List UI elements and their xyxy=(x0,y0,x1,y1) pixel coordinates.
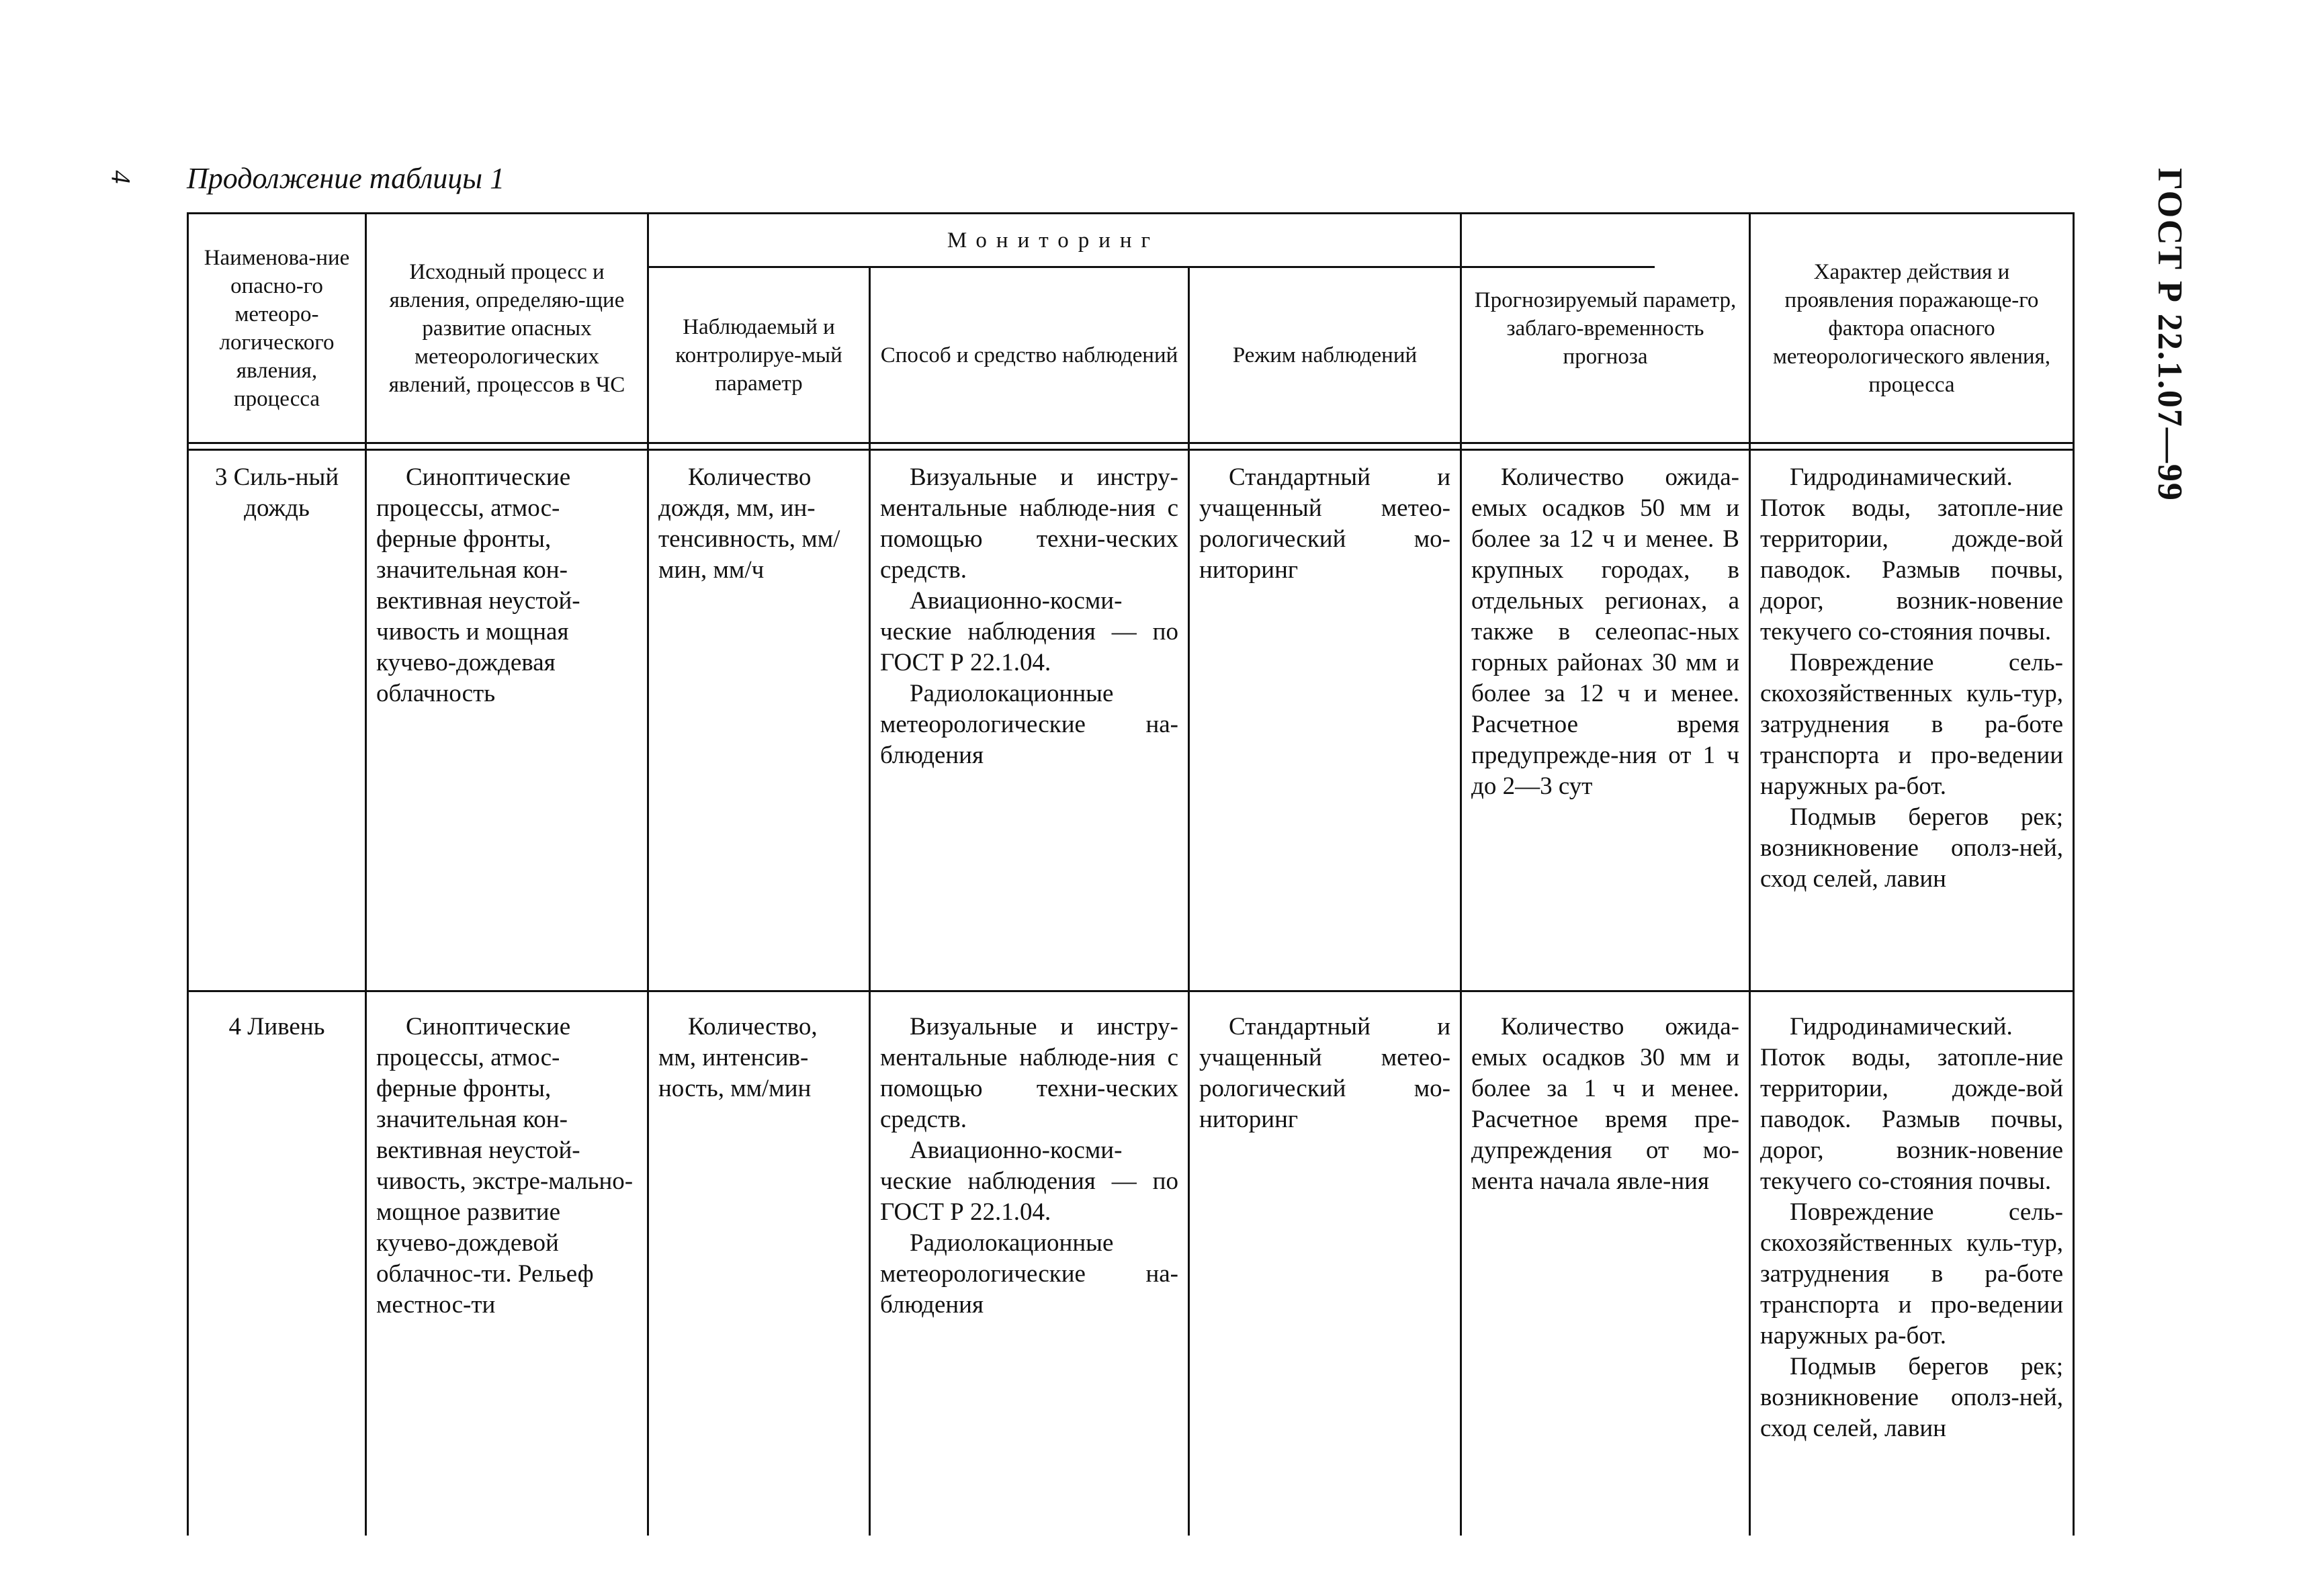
row-impact: Гидродинамический. Поток воды, затопле-ние территории, дожде-вой паводок. Размыв почвы, дорог, возник-новение текучего со-стояния почвы. Повреждение сель-скохозяйственных куль-тур, затруднения в ра-боте транспорта и про-ведении наружных ра-бот. Подмыв берегов рек; возникновение ополз-ней, сход селей, лавин xyxy=(1760,463,2063,893)
row-process: Синоптические процессы, атмос-ферные фронты, значительная кон-вективная неустой-чивость и мощная кучево-дождевая облачность xyxy=(376,463,580,707)
row-method: Визуальные и инстру-ментальные наблюде-ния с помощью техни-ческих средств. Авиационно-косми-ческие наблюдения — по ГОСТ Р 22.1.04. Радиолокационные метеорологические на-блюдения xyxy=(880,1013,1178,1319)
col-divider-3 xyxy=(869,266,871,1536)
header-impact: Характер действия и проявления поражающе-го фактора опасного метеорологического явления, процесса xyxy=(1772,259,2051,397)
header-forecast: Прогнозируемый параметр, заблаго-временность прогноза xyxy=(1474,287,1737,369)
col-divider-4 xyxy=(1188,266,1190,1536)
header-mode: Режим наблюдений xyxy=(1232,343,1418,367)
row-process: Синоптические процессы, атмос-ферные фронты, значительная кон-вективная неустой-чивость, экстре-мально-мощное развитие кучево-дождевой облачнос-ти. Рельеф местнос-ти xyxy=(376,1013,634,1319)
row-mode: Стандартный и учащенный метео-рологический мо-ниторинг xyxy=(1199,1013,1450,1133)
row-impact: Гидродинамический. Поток воды, затопле-ние территории, дожде-вой паводок. Размыв почвы, дорог, возник-новение текучего со-стояния почвы. Повреждение сель-скохозяйственных куль-тур, затруднения в ра-боте транспорта и про-ведении наружных ра-бот. Подмыв берегов рек; возникновение ополз-ней, сход селей, лавин xyxy=(1760,1013,2063,1442)
header-monitoring: Мониторинг xyxy=(947,228,1160,253)
row-forecast: Количество ожида-емых осадков 30 мм и более за 1 ч и менее. Расчетное время пре-дупреждения от мо-мента начала явле-ния xyxy=(1471,1013,1739,1195)
header-parameter: Наблюдаемый и контролируе-мый параметр xyxy=(675,314,842,396)
row-name: 4 Ливень xyxy=(228,1013,325,1040)
row-divider xyxy=(187,990,2075,992)
row-parameter: Количество дождя, мм, ин-тенсивность, мм/мин, мм/ч xyxy=(658,463,840,584)
header-divider-1 xyxy=(187,442,2075,444)
header-method: Способ и средство наблюдений xyxy=(880,343,1178,367)
header-process: Исходный процесс и явления, определяю-щие развитие опасных метеорологических явлений, процессов в ЧС xyxy=(388,259,625,397)
row-name: 3 Силь-ный дождь xyxy=(214,463,339,522)
table-right-border xyxy=(2073,212,2075,1536)
header-divider-2 xyxy=(187,449,2075,451)
header-name: Наименова-ние опасно-го метеоро-логического явления, процесса xyxy=(204,245,350,411)
row-forecast: Количество ожида-емых осадков 50 мм и более за 12 ч и менее. В крупных городах, в отдельных регионах, а также в селеопас-ных горных районах 30 мм и более за 12 ч и менее. Расчетное время предупрежде-ния от 1 ч до 2—3 сут xyxy=(1471,463,1739,800)
standard-designation: ГОСТ Р 22.1.07—99 xyxy=(2150,168,2189,502)
row-parameter: Количество, мм, интенсив-ность, мм/мин xyxy=(658,1013,818,1102)
table-caption: Продолжение таблицы 1 xyxy=(187,162,505,195)
row-mode: Стандартный и учащенный метео-рологический мо-ниторинг xyxy=(1199,463,1450,584)
row-method: Визуальные и инстру-ментальные наблюде-ния с помощью техни-ческих средств. Авиационно-косми-ческие наблюдения — по ГОСТ Р 22.1.04. Радиолокационные метеорологические на-блюдения xyxy=(880,463,1178,769)
page-number: 4 xyxy=(105,170,136,184)
